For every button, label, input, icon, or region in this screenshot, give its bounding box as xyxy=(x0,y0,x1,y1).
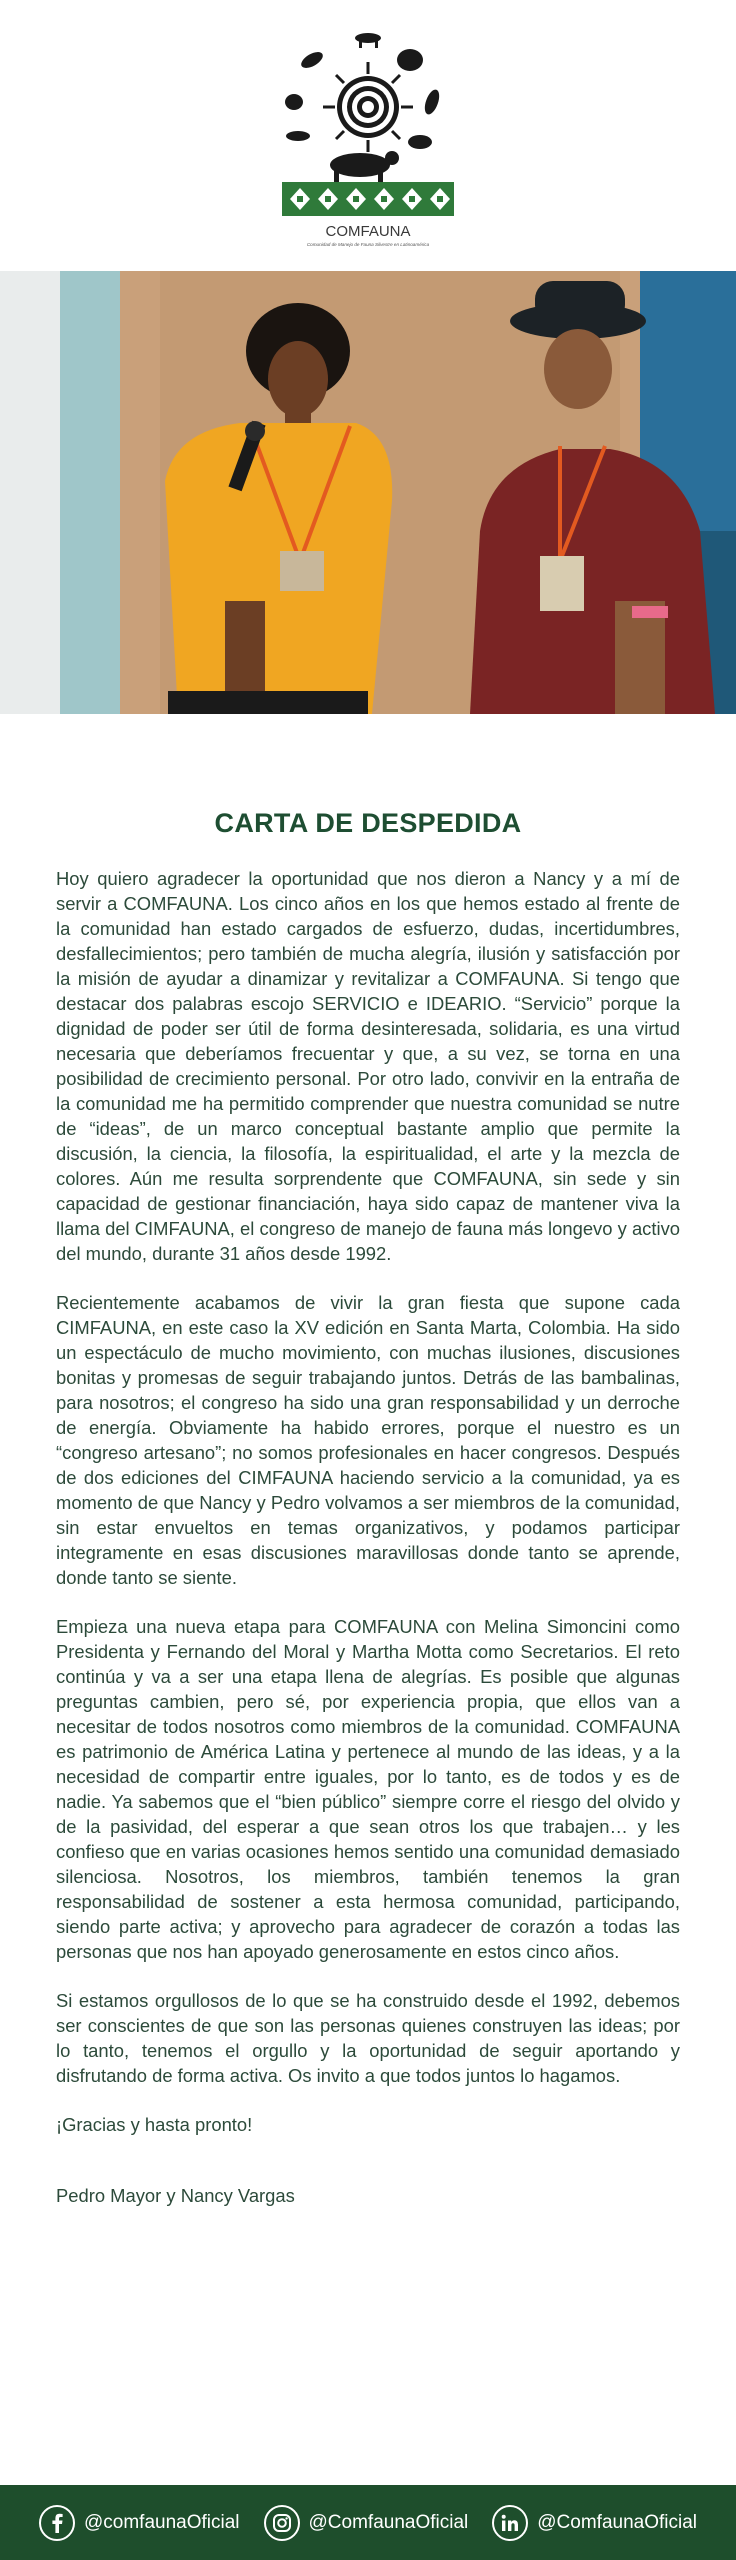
letter-paragraph-2: Recientemente acabamos de vivir la gran fiesta que supone cada CIMFAUNA, en este caso la XV edición en Santa Marta, Colombia. Ha sido un espectáculo de mucho movimiento, con muchas ilusiones, discusiones bonitas y promesas de seguir trabajando juntos. Detrás de las bambalinas, para nosotros; el congreso ha sido una gran responsabilidad y un derroche de energía. Obviamente ha habido errores, porque el nuestro es un “congreso artesano”; no somos profesionales en hacer congresos. Después de dos ediciones del CIMFAUNA haciendo servicio a la comunidad, ya es momento de que Nancy y Pedro volvamos a ser miembros de la comunidad, sin estar envueltos en temas organizativos, y podamos participar integramente en esas discusiones maravillosas donde tanto se aprende, donde tanto se siente. xyxy=(56,1292,680,1588)
letter-paragraph-4: Si estamos orgullosos de lo que se ha construido desde el 1992, debemos ser conscientes de que son las personas quienes construyen las ideas; por lo tanto, tenemos el orgullo y la oportunidad de seguir aportando y disfrutando de forma activa. Os invito a que todos juntos lo hagamos. xyxy=(56,1990,680,2086)
social-footer xyxy=(0,2485,736,2560)
linkedin-link[interactable] xyxy=(492,2505,697,2541)
letter-body xyxy=(56,866,680,2232)
letter-signature: Pedro Mayor y Nancy Vargas xyxy=(56,2185,295,2206)
instagram-handle: @ComfaunaOficial xyxy=(308,2511,469,2533)
facebook-icon xyxy=(39,2505,75,2541)
brand-tagline: Comunidad de Manejo de Fauna Silvestre en Latinoamérica xyxy=(306,242,430,247)
letter-paragraph-3: Empieza una nueva etapa para COMFAUNA con Melina Simoncini como Presidenta y Fernando del Moral y Martha Motta como Secretarios. El reto continúa y va a ser una etapa llena de alegrías. Es posible que algunas preguntas cambien, pero sé, por experiencia propia, que ellos van a necesitar de todos nosotros como miembros de la comunidad. COMFAUNA es patrimonio de América Latina y pertenece al mundo de las ideas, y a la necesidad de compartir entre iguales, por lo tanto, es de todos y es de nadie. Ya sabemos que el “bien público” siempre corre el riesgo del olvido y de la pasividad, del esperar a que sean otros los que trabajen… y les confieso que en varias ocasiones hemos sentido una comunidad demasiado silenciosa. Nosotros, los miembros, también tenemos la gran responsabilidad de sostener a esta hermosa comunidad, participando, siendo parte activa; y aprovecho para agradecer de corazón a todas las personas que nos han apoyado generosamente en estos cinco años. xyxy=(56,1616,680,1962)
facebook-handle: @comfaunaOficial xyxy=(83,2511,240,2533)
facebook-link[interactable] xyxy=(39,2505,240,2541)
linkedin-handle: @ComfaunaOficial xyxy=(537,2511,698,2533)
instagram-link[interactable] xyxy=(264,2505,469,2541)
letter-paragraph-1: Hoy quiero agradecer la oportunidad que nos dieron a Nancy y a mí de servir a COMFAUNA. Los cinco años en los que hemos estado al frente de la comunidad han estado cargados de esfuerzo, dudas, incertidumbres, desfallecimientos; pero también de mucha alegría, ilusión y satisfacción por la misión de ayudar a dinamizar y revitalizar a COMFAUNA. Si tengo que destacar dos palabras escojo SERVICIO e IDEARIO. “Servicio” porque la dignidad de poder ser útil de forma desinteresada, solidaria, es una virtud necesaria que deberíamos frecuentar y que, a su vez, se torna en una posibilidad de crecimiento personal. Por otro lado, convivir en la entraña de la comunidad me ha permitido comprender que nuestra comunidad se nutre de “ideas”, de un marco conceptual bastante amplio que permite la discusión, la ciencia, la filosofía, la espiritualidad, el arte y la mezcla de colores. Aún me resulta sorprendente que COMFAUNA, sin sede y sin capacidad de gestionar financiación, haya sido capaz de mantener viva la llama del CIMFAUNA, el congreso de manejo de fauna más longevo y activo del mundo, durante 31 años desde 1992. xyxy=(56,868,680,1264)
pattern-band xyxy=(282,182,454,216)
instagram-icon xyxy=(264,2505,300,2541)
hero-photo xyxy=(0,271,736,714)
comfauna-logo xyxy=(280,30,456,250)
letter-closing: ¡Gracias y hasta pronto! xyxy=(56,2114,253,2135)
linkedin-icon xyxy=(492,2505,528,2541)
letter-title: CARTA DE DESPEDIDA xyxy=(214,808,522,838)
spiral-sun xyxy=(323,62,413,152)
brand-name: COMFAUNA xyxy=(325,223,411,240)
